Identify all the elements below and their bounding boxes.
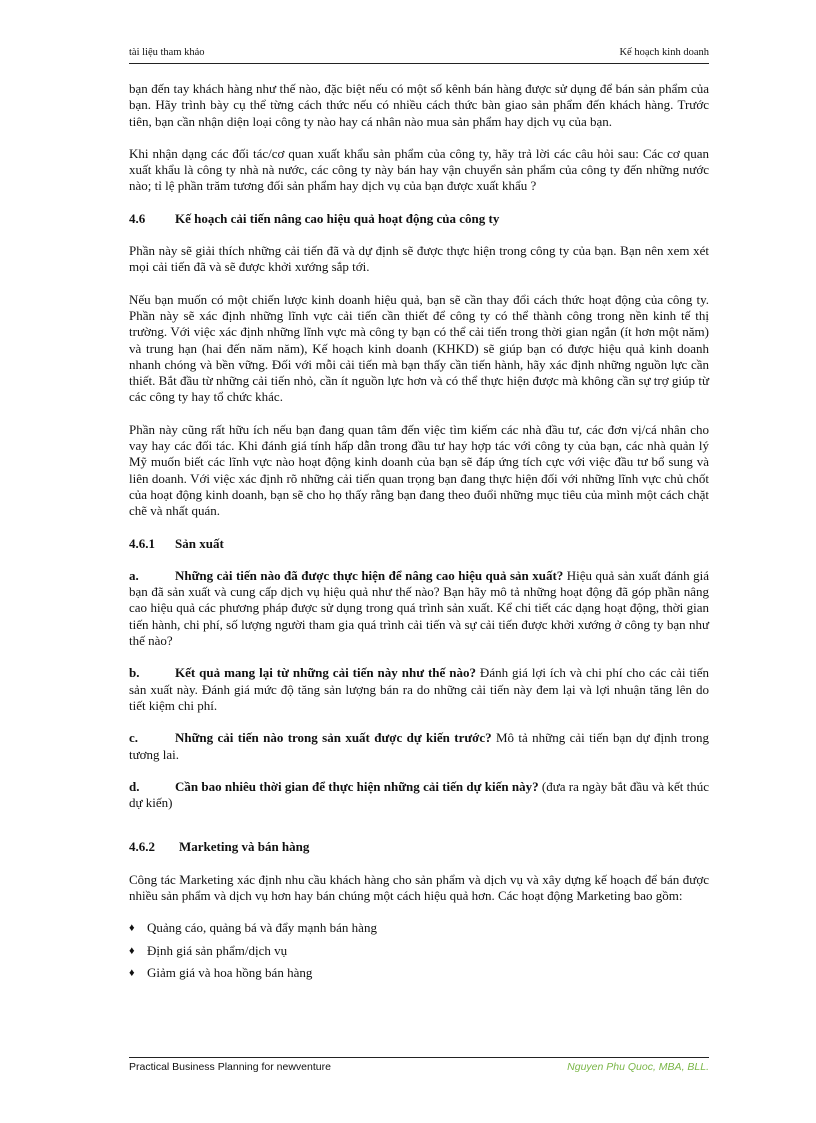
list-item	[129, 920, 709, 936]
header-right-text: Kế hoạch kinh doanh	[619, 47, 709, 58]
question-item-a	[129, 568, 709, 649]
item-text: Hiệu quả sản xuất đánh giá bạn đã sản xuất và cung cấp dịch vụ hiệu quả như thế nào? Bạn hãy mô tả những hoạt động đã góp phần nâng cao hiệu quả các phương pháp được sử dụng trong quá trình sản xuất. Kể chi tiết các dạng hoạt động, thời gian tiến hành, chi phí, số lượng người tham gia quá trình cải tiến và sự cải tiến được khởi xướng ở công ty bạn như thế nào?	[129, 567, 709, 649]
item-text: Mô tả những cải tiến bạn dự định trong tương lai.	[129, 730, 709, 762]
footer-author: Nguyen Phu Quoc, MBA, BLL.	[567, 1061, 709, 1073]
page-content	[129, 81, 709, 987]
section-4-6-paragraph-3: Phần này cũng rất hữu ích nếu bạn đang quan tâm đến việc tìm kiếm các nhà đầu tư, các đơn vị/cá nhân cho vay hay các đối tác. Khi đánh giá tính hấp dẫn trong đầu tư hay hợp tác với công ty của bạn, các nhà quản lý Mỹ muốn biết các lĩnh vực nào hoạt động kinh doanh của bạn sẽ đáp ứng tích cực với việc đầu tư bổ sung và liên doanh. Với việc xác định rõ những cải tiến quan trọng bạn đang thực hiện đối với những lĩnh vực chủ chốt của hoạt động kinh doanh, bạn sẽ cho họ thấy rằng bạn đang theo đuổi những mục tiêu của mình một cách chặt chẽ và nhất quán.	[129, 421, 709, 519]
question-item-d	[129, 779, 709, 812]
section-title: Marketing và bán hàng	[179, 839, 310, 855]
section-title: Kế hoạch cải tiến nâng cao hiệu quả hoạt động của công ty	[175, 210, 500, 226]
item-letter: a.	[129, 567, 139, 583]
item-question: Những cải tiến nào trong sản xuất được dự kiến trước?	[175, 730, 492, 746]
item-letter: b.	[129, 665, 140, 681]
header-left-text: tài liệu tham khảo	[129, 47, 205, 58]
question-item-c	[129, 730, 709, 763]
paragraph-intro: bạn đến tay khách hàng như thế nào, đặc biệt nếu có một số kênh bán hàng được sử dụng để bán sản phẩm của bạn. Hãy trình bày cụ thể từng cách thức nếu có nhiều cách thức bàn giao sản phẩm đến khách hàng. Trước tiên, bạn cần nhận diện loại công ty nào hay cá nhân nào mua sản phẩm hay dịch vụ của bạn.	[129, 81, 709, 129]
page-header	[129, 47, 709, 64]
item-question: Kết quả mang lại từ những cải tiến này như thế nào?	[175, 665, 476, 681]
section-heading-4-6-2	[129, 839, 709, 855]
list-item	[129, 943, 709, 959]
page-footer	[129, 1057, 709, 1076]
section-number: 4.6.2	[129, 839, 155, 855]
section-number: 4.6	[129, 210, 146, 226]
section-4-6-paragraph-1: Phần này sẽ giải thích những cải tiến đã và dự định sẽ được thực hiện trong công ty của bạn. Bạn nên xem xét mọi cải tiến đã và sẽ được khởi xướng sắp tới.	[129, 243, 709, 275]
marketing-bullet-list	[129, 920, 709, 981]
item-question: Cần bao nhiêu thời gian để thực hiện những cải tiến dự kiến này?	[175, 778, 539, 794]
footer-left-text: Practical Business Planning for newventure	[129, 1061, 331, 1073]
paragraph-export: Khi nhận dạng các đối tác/cơ quan xuất khẩu sản phẩm của công ty, hãy trả lời các câu hỏi sau: Các cơ quan xuất khẩu là công ty nhà nà nước, các công ty này bán hay vận chuyển sản phẩm của công ty đến những nước nào; tỉ lệ phần trăm tương đối sản phẩm hay dịch vụ của bạn được xuất khẩu ?	[129, 145, 709, 194]
section-4-6-paragraph-2: Nếu bạn muốn có một chiến lược kinh doanh hiệu quả, bạn sẽ cần thay đổi cách thức hoạt động của công ty. Phần này sẽ xác định những lĩnh vực cải tiến cần thiết để công ty có thể thành công trong nền kinh tế thị trường. Với việc xác định những lĩnh vực mà công ty bạn có thể cải tiến trong thời gian ngắn (ít hơn một năm) và trung hạn (hai đến năm năm), Kế hoạch kinh doanh (KHKD) sẽ giúp bạn có được hiệu quả kinh doanh nhanh chóng và bền vững. Đối với mỗi cải tiến mà bạn thấy cần tiến hành, hãy xác định những nguồn lực cần thiết. Bắt đầu từ những cải tiến nhỏ, cần ít nguồn lực hơn và có thể thực hiện được mà không cần sự trợ giúp từ các công ty hay tổ chức khác.	[129, 291, 709, 405]
list-item-text: Quảng cáo, quảng bá và đẩy mạnh bán hàng	[147, 920, 377, 936]
section-number: 4.6.1	[129, 535, 155, 551]
list-item-text: Giảm giá và hoa hồng bán hàng	[147, 964, 313, 980]
diamond-bullet-icon: ♦	[129, 966, 135, 979]
list-item-text: Định giá sản phẩm/dịch vụ	[147, 942, 288, 958]
section-heading-4-6-1	[129, 536, 709, 552]
section-4-6-2-paragraph: Công tác Marketing xác định nhu cầu khách hàng cho sản phẩm và dịch vụ và xây dựng kế hoạch để bán được nhiều sản phẩm và dịch vụ hơn hay bán chúng một cách hiệu quả hơn. Các hoạt động Marketing bao gồm:	[129, 871, 709, 903]
section-heading-4-6	[129, 211, 709, 227]
list-item	[129, 965, 709, 981]
question-item-b	[129, 665, 709, 714]
section-title: Sản xuất	[175, 535, 224, 551]
item-letter: d.	[129, 778, 140, 794]
diamond-bullet-icon: ♦	[129, 922, 135, 935]
diamond-bullet-icon: ♦	[129, 944, 135, 957]
item-text: (đưa ra ngày bắt đầu và kết thúc dự kiến)	[129, 778, 709, 811]
item-letter: c.	[129, 730, 139, 746]
item-question: Những cải tiến nào đã được thực hiện để nâng cao hiệu quả sản xuất?	[175, 567, 564, 583]
item-text: Đánh giá lợi ích và chi phí cho các cải tiến sản xuất này. Đánh giá mức độ tăng sản lượng bán ra do những cải tiến này đem lại và lợi nhuận tăng lên do tiết kiệm chi phí.	[129, 665, 709, 713]
